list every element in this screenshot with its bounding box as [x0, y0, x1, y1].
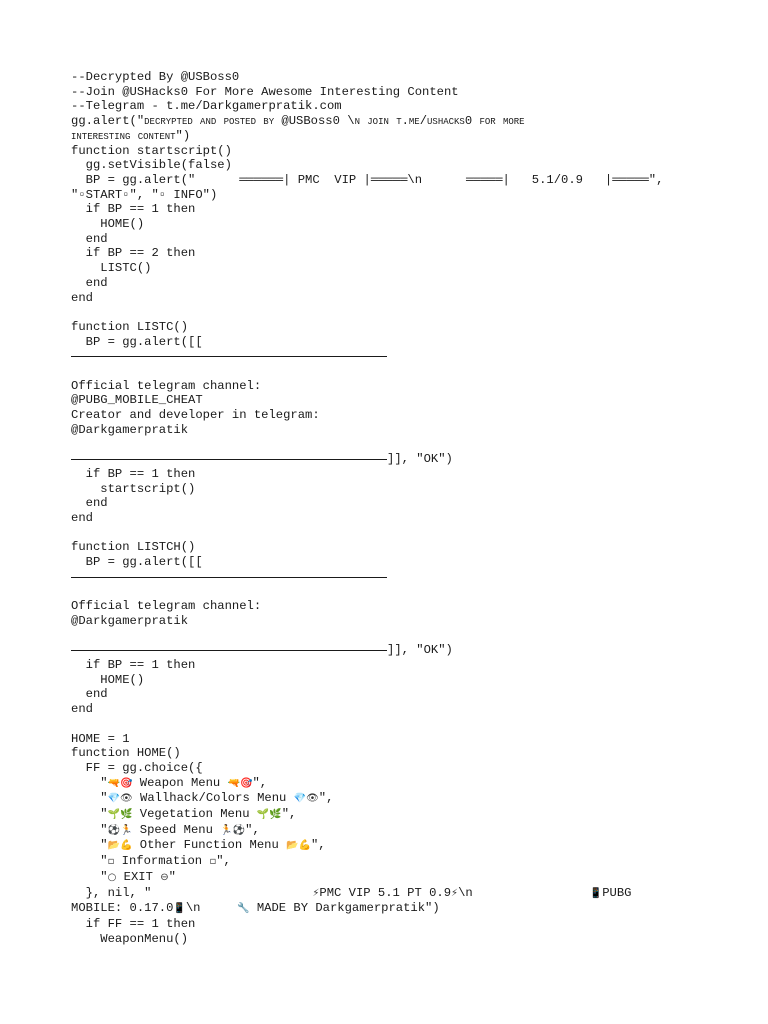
startscript-def: function startscript()	[71, 143, 232, 158]
plant-icon: 🌱🌿	[107, 809, 133, 821]
menu-item-vegetation	[71, 807, 721, 823]
listc-end: end	[71, 511, 93, 526]
startscript-setvisible: gg.setVisible(false)	[71, 158, 232, 173]
menu-item-other	[71, 838, 721, 854]
plant-icon: 🌱🌿	[256, 809, 282, 821]
horizontal-rule	[71, 356, 387, 357]
listc-def: function LISTC()	[71, 319, 189, 334]
quote-open: "	[71, 869, 108, 884]
listch-channel: @Darkgamerpratik	[71, 613, 189, 628]
menu-item-speed	[71, 823, 721, 839]
minus-circle-icon: ⊖	[160, 871, 169, 883]
startscript-bp-line-2: "▫START▫", "▫ INFO")	[71, 187, 218, 202]
gem-eye-icon: 💎👁	[293, 793, 319, 805]
home-choice-close	[71, 886, 721, 902]
listc-if-1: if BP == 1 then	[71, 466, 196, 481]
quote-open: "	[71, 807, 108, 822]
quote-close: ",	[281, 807, 297, 822]
listch-call-1: HOME()	[71, 672, 145, 687]
wrench-icon: 🔧	[237, 903, 250, 915]
startscript-if-2: if BP == 2 then	[71, 246, 196, 261]
listch-end-1: end	[71, 687, 108, 702]
listc-creator-label: Creator and developer in telegram:	[71, 408, 320, 423]
listc-call-1: startscript()	[71, 481, 196, 496]
alert-message-1: decrypted and posted by	[144, 114, 282, 129]
menu-item-label: Information	[114, 854, 210, 869]
listch-if-1: if BP == 1 then	[71, 658, 196, 673]
menu-item-information	[71, 854, 721, 870]
home-call-1: WeaponMenu()	[71, 931, 189, 946]
listc-close-line	[71, 452, 721, 467]
startscript-end-1: end	[71, 231, 108, 246]
listc-bp: BP = gg.alert([[	[71, 334, 203, 349]
choice-mobile-version: MOBILE: 0.17.0	[71, 901, 174, 916]
listch-bp: BP = gg.alert([[	[71, 555, 203, 570]
listc-creator: @Darkgamerpratik	[71, 422, 189, 437]
home-def: function HOME()	[71, 746, 181, 761]
listch-def: function LISTCH()	[71, 540, 196, 555]
quote-open: "	[71, 854, 108, 869]
choice-newline: \n	[185, 901, 238, 916]
comment-decrypted: --Decrypted By @USBoss0	[71, 70, 240, 84]
folder-muscle-icon: 📂💪	[286, 840, 311, 852]
quote-open: "	[71, 791, 108, 806]
menu-item-exit	[71, 870, 721, 886]
choice-close-text: }, nil, "	[71, 885, 313, 900]
horizontal-rule	[71, 650, 387, 651]
startscript-end: end	[71, 290, 93, 305]
listc-rule-top	[71, 349, 721, 364]
startscript-end-2: end	[71, 275, 108, 290]
listc-close: ]], "OK")	[387, 452, 453, 467]
comment-join: --Join @USHacks0 For More Awesome Interesting Content	[71, 84, 459, 99]
lightning-icon: ⚡	[451, 887, 459, 899]
listch-channel-label: Official telegram channel:	[71, 599, 262, 614]
lightning-icon: ⚡	[312, 887, 320, 899]
circle-icon: ○	[107, 871, 117, 883]
quote-close: ",	[245, 822, 260, 837]
alert-line	[71, 114, 721, 129]
menu-item-weapon	[71, 776, 721, 792]
alert-message-user: @USBoss0	[281, 114, 340, 129]
menu-item-label: Wallhack/Colors Menu	[132, 791, 294, 806]
ball-runner-icon: ⚽🏃	[107, 824, 133, 836]
square-icon: ▫	[209, 856, 217, 868]
blank-line	[71, 438, 721, 453]
menu-item-label: Other Function Menu	[132, 838, 287, 853]
gun-target-icon: 🔫🎯	[227, 777, 253, 789]
listc-end-1: end	[71, 496, 108, 511]
home-assign: HOME = 1	[71, 731, 130, 746]
menu-item-label: Vegetation Menu	[132, 807, 257, 822]
listc-channel-label: Official telegram channel:	[71, 378, 262, 393]
horizontal-rule	[71, 577, 387, 578]
menu-item-label: EXIT	[116, 869, 161, 884]
alert-line-cont	[71, 129, 721, 144]
blank-line	[71, 526, 721, 541]
menu-item-label: Weapon Menu	[132, 775, 228, 790]
startscript-call-1: HOME()	[71, 217, 145, 232]
choice-title: PMC VIP 5.1 PT 0.9	[319, 885, 452, 900]
choice-newline: \n	[458, 885, 590, 900]
gem-eye-icon: 💎👁	[107, 793, 133, 805]
blank-line	[71, 364, 721, 379]
horizontal-rule	[71, 459, 387, 460]
folder-muscle-icon: 📂💪	[107, 840, 133, 852]
blank-line	[71, 717, 721, 732]
quote-close: "	[168, 869, 176, 884]
choice-pubg: PUBG	[602, 885, 632, 900]
alert-message-2: \n join t.me/ushacks0 for more	[339, 114, 525, 129]
blank-line	[71, 305, 721, 320]
code-document	[71, 70, 721, 946]
listch-close: ]], "OK")	[387, 643, 453, 658]
home-choice: FF = gg.choice({	[71, 760, 203, 775]
quote-open: "	[71, 775, 108, 790]
listch-end: end	[71, 702, 93, 717]
choice-made-by: MADE BY Darkgamerpratik")	[249, 901, 440, 916]
quote-open: "	[71, 838, 108, 853]
quote-close: ",	[310, 838, 326, 853]
alert-open: gg.alert("	[71, 114, 145, 129]
menu-item-wallhack	[71, 791, 721, 807]
startscript-if-1: if BP == 1 then	[71, 202, 196, 217]
listc-channel: @PUBG_MOBILE_CHEAT	[71, 393, 203, 408]
menu-item-label: Speed Menu	[132, 822, 221, 837]
quote-close: ",	[318, 791, 334, 806]
comment-telegram: --Telegram - t.me/Darkgamerpratik.com	[71, 99, 342, 114]
gun-target-icon: 🔫🎯	[107, 777, 133, 789]
phone-icon: 📱	[173, 903, 186, 915]
runner-ball-icon: 🏃⚽	[220, 824, 246, 836]
phone-icon: 📱	[589, 887, 603, 899]
home-if-1: if FF == 1 then	[71, 916, 196, 931]
alert-message-3: interesting content	[71, 128, 176, 143]
quote-open: "	[71, 822, 108, 837]
listch-rule-top	[71, 570, 721, 585]
quote-close: ",	[216, 854, 231, 869]
startscript-bp-line: BP = gg.alert(" ══════| PMC VIP |═════\n ═════| 5.1/0.9 |═════",	[71, 172, 664, 187]
startscript-call-2: LISTC()	[71, 261, 152, 276]
listch-close-line	[71, 643, 721, 658]
blank-line	[71, 629, 721, 644]
quote-close: ",	[252, 775, 268, 790]
alert-close: ")	[175, 128, 191, 143]
square-icon: ▫	[107, 856, 115, 868]
blank-line	[71, 585, 721, 600]
home-choice-close-2	[71, 901, 721, 917]
